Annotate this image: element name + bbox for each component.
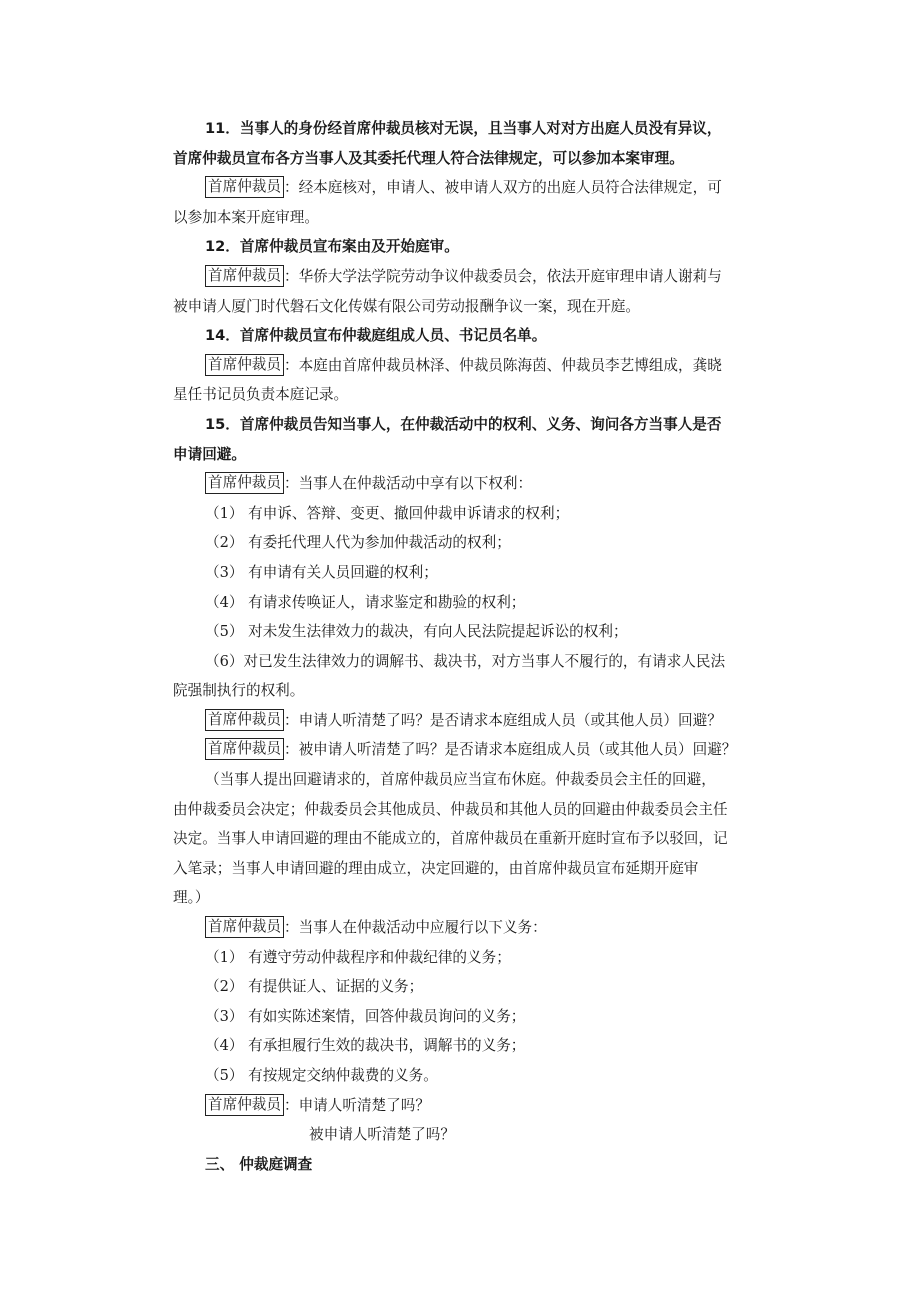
line-text: 由仲裁委员会决定；仲裁委员会其他成员、仲裁员和其他人员的回避由仲裁委员会主任 [173, 800, 728, 818]
text-line [173, 617, 783, 647]
speaker-label-box: 首席仲裁员 [205, 265, 284, 287]
heading-line [173, 114, 783, 144]
line-text: 星任书记员负责本庭记录。 [173, 386, 349, 404]
text-line [173, 1091, 783, 1121]
line-text: 15．首席仲裁员告知当事人，在仲裁活动中的权利、义务、询问各方当事人是否 [205, 415, 722, 433]
text-line [173, 558, 783, 588]
text-line [173, 588, 783, 618]
text-line [173, 647, 783, 677]
text-line [173, 943, 783, 973]
text-line [173, 854, 783, 884]
heading-line [173, 440, 783, 470]
line-text: 14．首席仲裁员宣布仲裁庭组成人员、书记员名单。 [205, 327, 547, 345]
line-text: 首席仲裁员宣布各方当事人及其委托代理人符合法律规定，可以参加本案审理。 [173, 149, 684, 167]
text-line [173, 262, 783, 292]
speaker-label-box: 首席仲裁员 [205, 738, 284, 760]
line-text: 院强制执行的权利。 [173, 682, 305, 700]
line-text: 被申请人听清楚了吗？ [309, 1126, 455, 1144]
line-text: （3） 有申请有关人员回避的权利； [205, 563, 438, 581]
line-text: （3） 有如实陈述案情，回答仲裁员询问的义务； [205, 1007, 526, 1025]
heading-line [173, 321, 783, 351]
text-line [173, 676, 783, 706]
heading-line [173, 144, 783, 174]
text-line [173, 469, 783, 499]
line-text: 决定。当事人申请回避的理由不能成立的，首席仲裁员在重新开庭时宣布予以驳回，记 [173, 830, 728, 848]
text-line [173, 735, 783, 765]
text-line [173, 765, 783, 795]
text-line [173, 883, 783, 913]
heading-line [173, 232, 783, 262]
speaker-label-box: 首席仲裁员 [205, 176, 284, 198]
text-line [173, 173, 783, 203]
text-line [173, 380, 783, 410]
line-text: ：经本庭核对，申请人、被申请人双方的出庭人员符合法律规定，可 [283, 179, 722, 197]
text-line [173, 795, 783, 825]
line-text: ：当事人在仲裁活动中享有以下权利： [283, 475, 533, 493]
line-text: 三、 仲裁庭调查 [205, 1155, 313, 1173]
speaker-label-box: 首席仲裁员 [205, 354, 284, 376]
text-line [173, 1002, 783, 1032]
text-line [173, 203, 783, 233]
text-line [173, 1031, 783, 1061]
heading-line [173, 410, 783, 440]
line-text: （5） 对未发生法律效力的裁决，有向人民法院提起诉讼的权利； [205, 623, 628, 641]
text-line [173, 351, 783, 381]
text-line [173, 1061, 783, 1091]
speaker-label-box: 首席仲裁员 [205, 709, 284, 731]
line-text: ：申请人听清楚了吗？ [283, 1096, 430, 1114]
line-text: （2） 有提供证人、证据的义务； [205, 978, 424, 996]
line-text: （4） 有请求传唤证人，请求鉴定和勘验的权利； [205, 593, 526, 611]
text-line [173, 824, 783, 854]
text-line [173, 913, 783, 943]
text-line [173, 528, 783, 558]
line-text: ：当事人在仲裁活动中应履行以下义务： [283, 919, 547, 937]
line-text: 入笔录；当事人申请回避的理由成立，决定回避的，由首席仲裁员宣布延期开庭审 [173, 859, 699, 877]
text-line [173, 292, 783, 322]
line-text: 理。） [173, 889, 210, 907]
speaker-label-box: 首席仲裁员 [205, 1094, 284, 1116]
text-line [173, 499, 783, 529]
line-text: （5） 有按规定交纳仲裁费的义务。 [205, 1067, 438, 1084]
document-body [173, 114, 783, 1179]
line-text: ：申请人听清楚了吗？是否请求本庭组成人员（或其他人员）回避？ [283, 711, 722, 729]
line-text: 申请回避。 [173, 445, 246, 463]
text-line [173, 1120, 783, 1150]
line-text: 以参加本案开庭审理。 [173, 208, 319, 226]
line-text: 被申请人厦门时代磐石文化传媒有限公司劳动报酬争议一案，现在开庭。 [173, 297, 641, 315]
line-text: ：被申请人听清楚了吗？是否请求本庭组成人员（或其他人员）回避？ [283, 741, 737, 759]
line-text: （6）对已发生法律效力的调解书、裁决书，对方当事人不履行的，有请求人民法 [205, 652, 726, 670]
line-text: 11．当事人的身份经首席仲裁员核对无误，且当事人对对方出庭人员没有异议， [205, 120, 722, 137]
line-text: （当事人提出回避请求的，首席仲裁员应当宣布休庭。仲裁委员会主任的回避， [205, 771, 716, 789]
heading-line [173, 1150, 783, 1180]
line-text: 12．首席仲裁员宣布案由及开始庭审。 [205, 238, 459, 256]
text-line [173, 706, 783, 736]
line-text: （1） 有申诉、答辩、变更、撤回仲裁申诉请求的权利； [205, 504, 570, 522]
line-text: （4） 有承担履行生效的裁决书，调解书的义务； [205, 1037, 526, 1055]
line-text: ：华侨大学法学院劳动争议仲裁委员会，依法开庭审理申请人谢莉与 [283, 267, 722, 285]
text-line [173, 972, 783, 1002]
speaker-label-box: 首席仲裁员 [205, 916, 284, 938]
line-text: （1） 有遵守劳动仲裁程序和仲裁纪律的义务； [205, 948, 511, 966]
speaker-label-box: 首席仲裁员 [205, 472, 284, 494]
line-text: （2） 有委托代理人代为参加仲裁活动的权利； [205, 534, 511, 552]
line-text: ：本庭由首席仲裁员林泽、仲裁员陈海茵、仲裁员李艺博组成，龚晓 [283, 356, 722, 374]
